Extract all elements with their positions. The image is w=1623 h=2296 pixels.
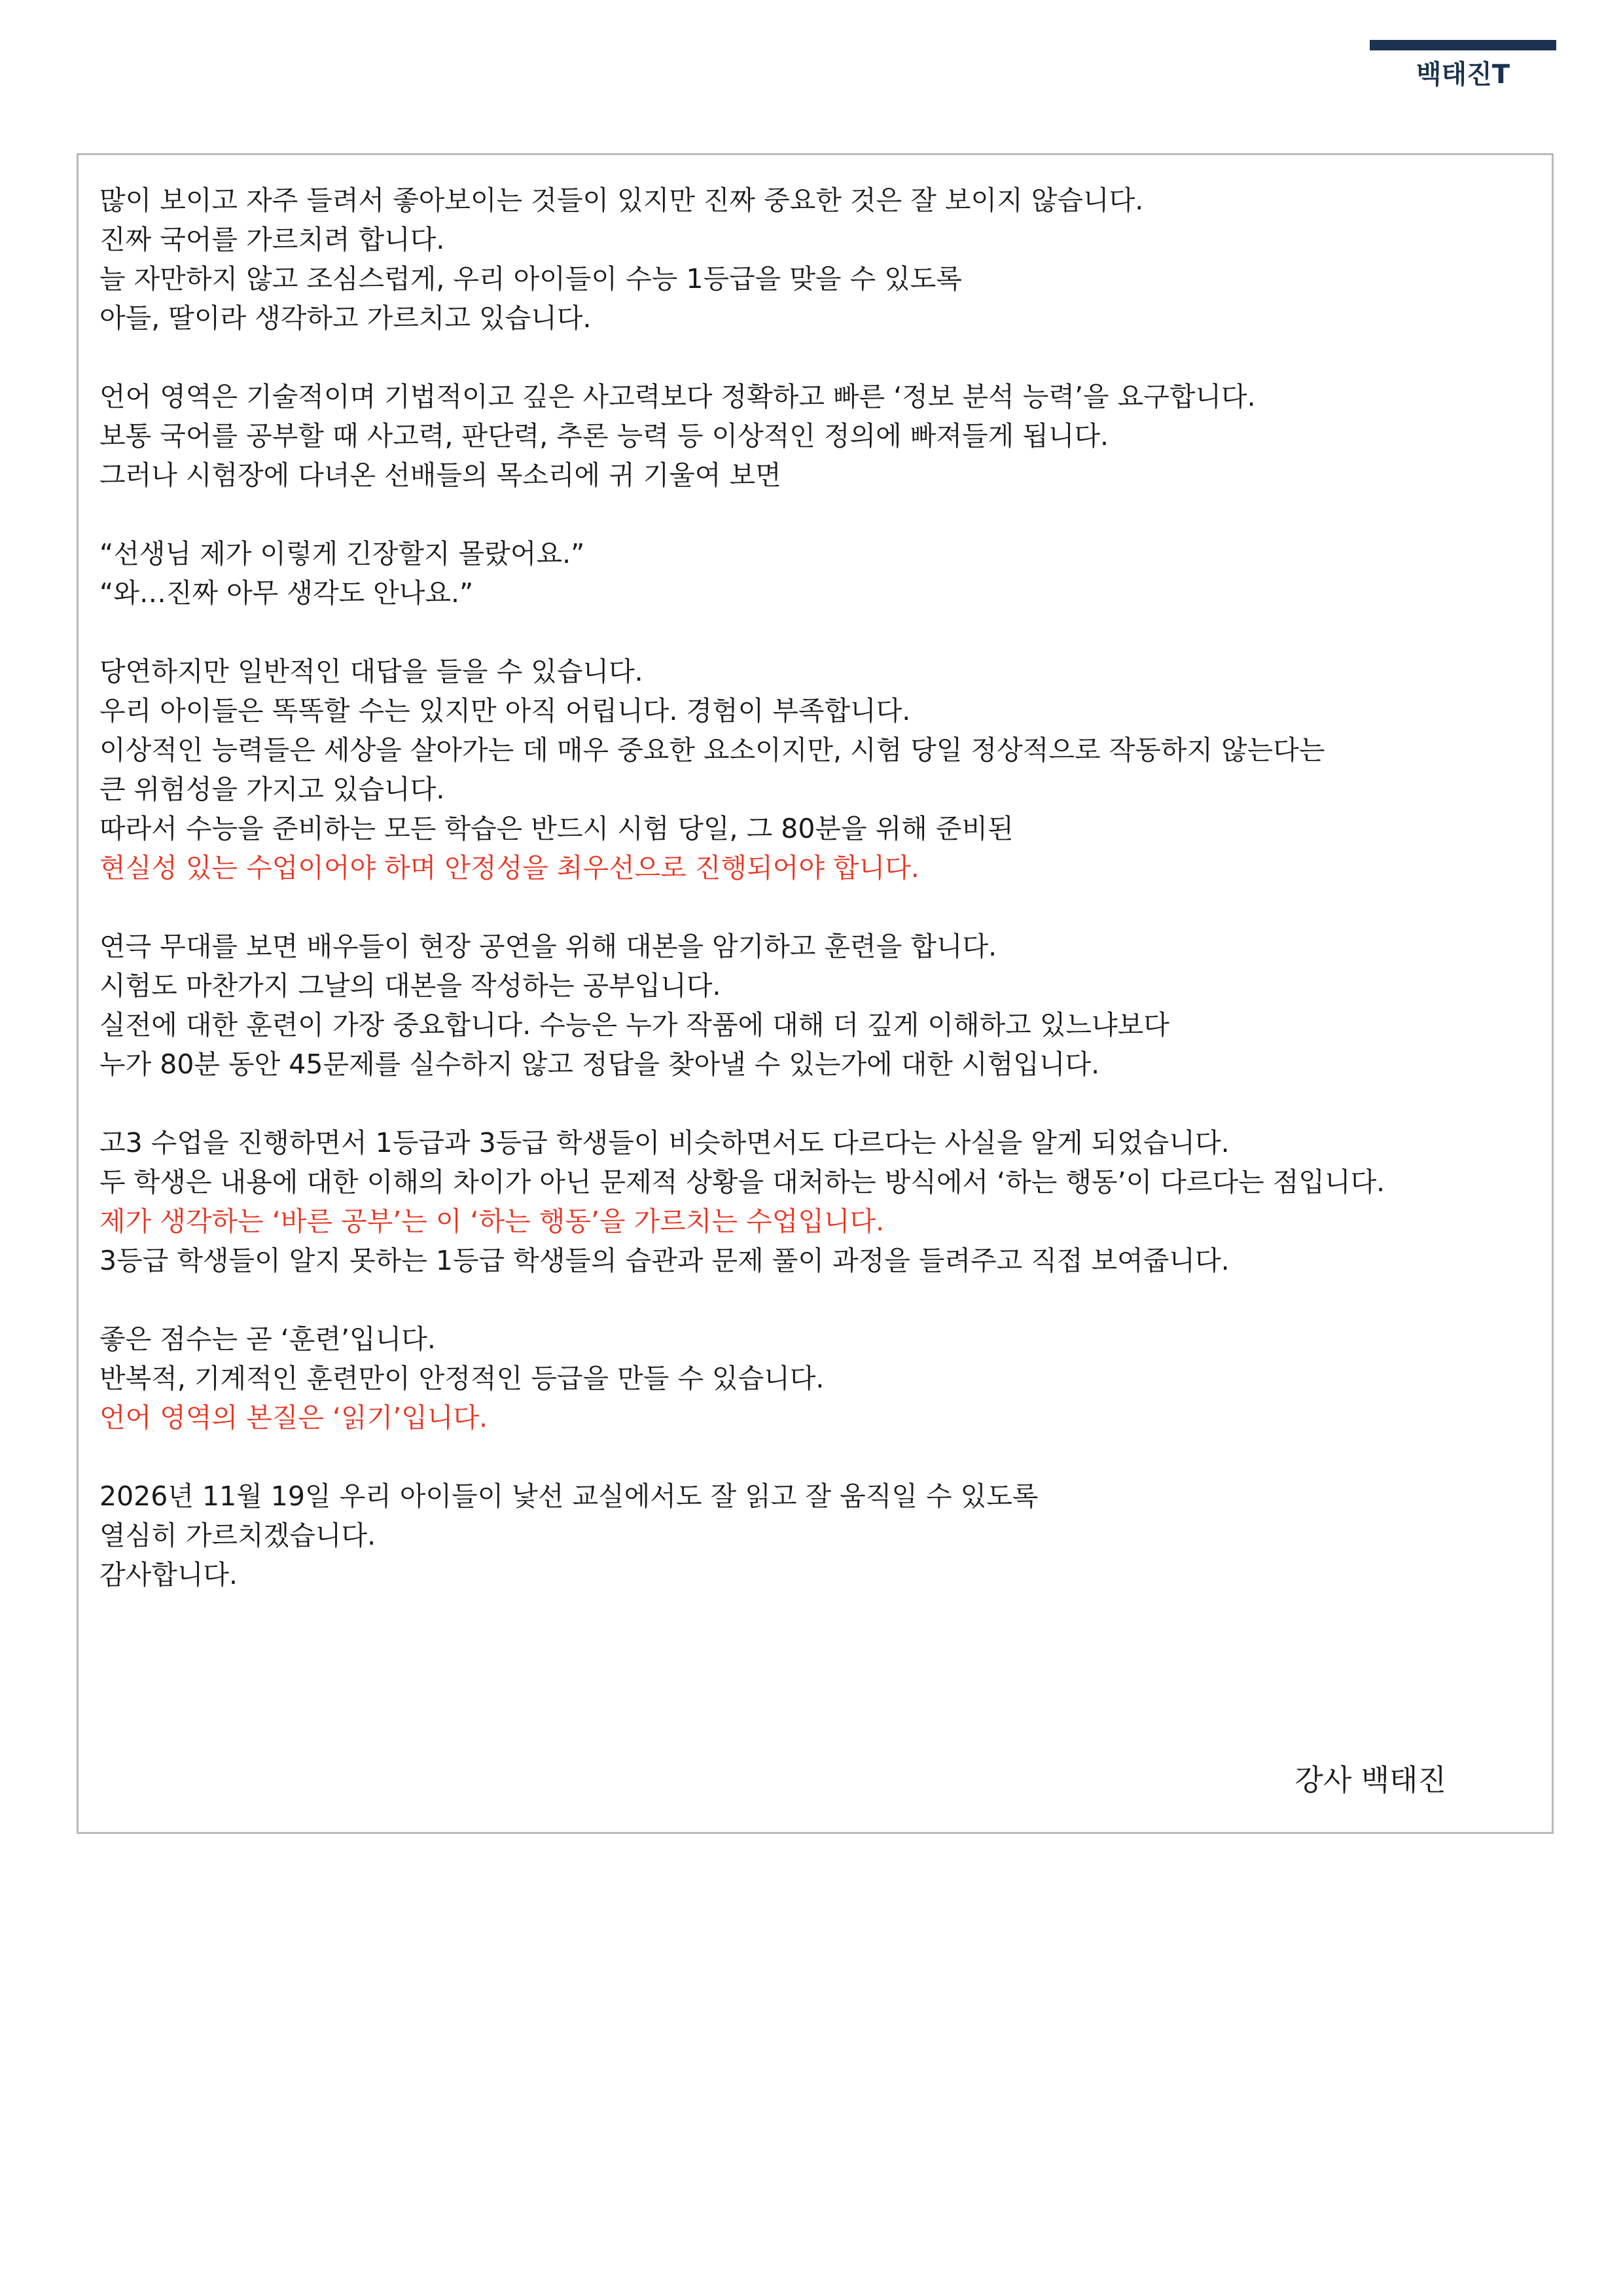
- letter-body: [99, 181, 1526, 1634]
- text-line: 많이 보이고 자주 들려서 좋아보이는 것들이 있지만 진짜 중요한 것은 잘 보이지 않습니다.: [99, 185, 1144, 216]
- text-line: 연극 무대를 보면 배우들이 현장 공연을 위해 대본을 암기하고 훈련을 합니다.: [99, 931, 997, 962]
- text-line: 누가 80분 동안 45문제를 실수하지 않고 정답을 찾아낼 수 있는가에 대한 시험입니다.: [99, 1049, 1100, 1080]
- letter-paragraph: [99, 927, 1526, 1084]
- letter-paragraph: [99, 1319, 1526, 1437]
- text-line: 큰 위험성을 가지고 있습니다.: [99, 774, 445, 805]
- text-line: 두 학생은 내용에 대한 이해의 차이가 아닌 문제적 상황을 대처하는 방식에서 ‘하는 행동’이 다르다는 점입니다.: [99, 1166, 1385, 1198]
- text-line: 시험도 마찬가지 그날의 대본을 작성하는 공부입니다.: [99, 970, 721, 1001]
- header-instructor-name: 백태진T: [1416, 60, 1510, 90]
- header-accent-bar: [1370, 40, 1556, 50]
- highlighted-text-line: 제가 생각하는 ‘바른 공부’는 이 ‘하는 행동’을 가르치는 수업입니다.: [99, 1206, 885, 1237]
- text-line: 언어 영역은 기술적이며 기법적이고 깊은 사고력보다 정확하고 빠른 ‘정보 분석 능력’을 요구합니다.: [99, 381, 1256, 412]
- text-line: 진짜 국어를 가르치려 합니다.: [99, 224, 445, 255]
- text-line: 우리 아이들은 똑똑할 수는 있지만 아직 어립니다. 경험이 부족합니다.: [99, 695, 911, 726]
- text-line: 실전에 대한 훈련이 가장 중요합니다. 수능은 누가 작품에 대해 더 깊게 이해하고 있느냐보다: [99, 1009, 1169, 1041]
- text-line: 따라서 수능을 준비하는 모든 학습은 반드시 시험 당일, 그 80분을 위해 준비된: [99, 813, 1014, 844]
- text-line: 열심히 가르치겠습니다.: [99, 1520, 376, 1551]
- text-line: 보통 국어를 공부할 때 사고력, 판단력, 추론 능력 등 이상적인 정의에 빠져들게 됩니다.: [99, 420, 1109, 452]
- letter-paragraph: [99, 377, 1526, 495]
- text-line: 아들, 딸이라 생각하고 가르치고 있습니다.: [99, 302, 592, 334]
- text-line: 반복적, 기계적인 훈련만이 안정적인 등급을 만들 수 있습니다.: [99, 1363, 825, 1394]
- text-line: 그러나 시험장에 다녀온 선배들의 목소리에 귀 기울여 보면: [99, 459, 781, 491]
- text-line: 늘 자만하지 않고 조심스럽게, 우리 아이들이 수능 1등급을 맞을 수 있도록: [99, 263, 963, 295]
- letter-paragraph: [99, 652, 1526, 888]
- text-line: 2026년 11월 19일 우리 아이들이 낯선 교실에서도 잘 읽고 잘 움직일 수 있도록: [99, 1480, 1039, 1512]
- text-line: 3등급 학생들이 알지 못하는 1등급 학생들의 습관과 문제 풀이 과정을 들려주고 직접 보여줍니다.: [99, 1245, 1230, 1276]
- text-line: “선생님 제가 이렇게 긴장할지 몰랐어요.”: [99, 538, 585, 569]
- text-line: 고3 수업을 진행하면서 1등급과 3등급 학생들이 비슷하면서도 다르다는 사실을 알게 되었습니다.: [99, 1127, 1230, 1158]
- text-line: 이상적인 능력들은 세상을 살아가는 데 매우 중요한 요소이지만, 시험 당일 정상적으로 작동하지 않는다는: [99, 734, 1325, 766]
- letter-paragraph: [99, 534, 1526, 613]
- letter-paragraph: [99, 1477, 1526, 1594]
- highlighted-text-line: 현실성 있는 수업이어야 하며 안정성을 최우선으로 진행되어야 합니다.: [99, 852, 919, 884]
- letter-paragraph: [99, 1123, 1526, 1280]
- signature: 강사 백태진: [1294, 1763, 1446, 1797]
- letter-paragraph: [99, 181, 1526, 338]
- text-line: 좋은 점수는 곧 ‘훈련’입니다.: [99, 1323, 436, 1355]
- text-line: 당연하지만 일반적인 대답을 들을 수 있습니다.: [99, 656, 643, 687]
- highlighted-text-line: 언어 영역의 본질은 ‘읽기’입니다.: [99, 1402, 488, 1433]
- text-line: 감사합니다.: [99, 1559, 238, 1590]
- text-line: “와…진짜 아무 생각도 안나요.”: [99, 577, 474, 609]
